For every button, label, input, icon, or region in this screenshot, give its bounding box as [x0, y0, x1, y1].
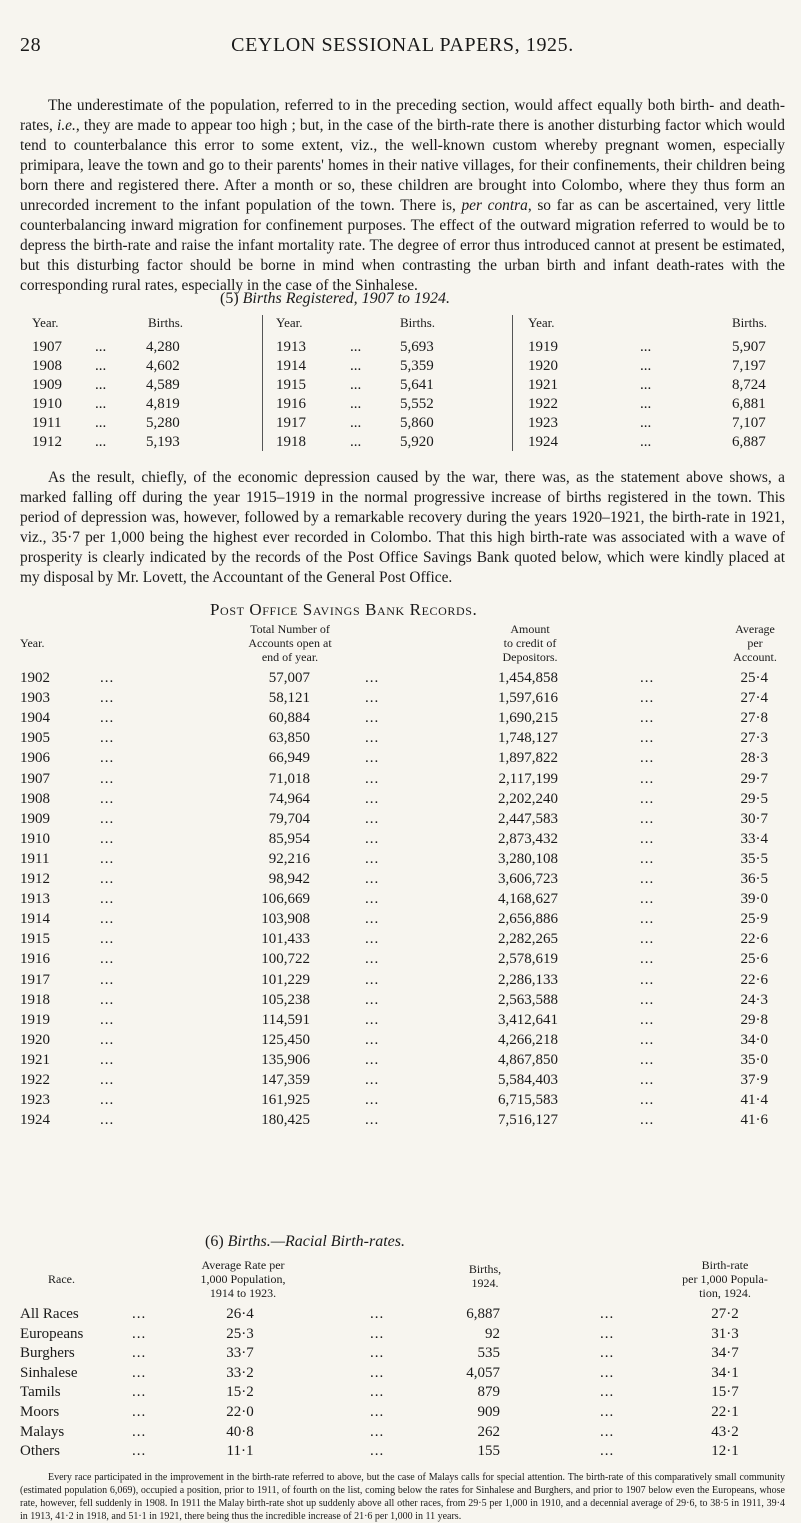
leader-dots: ... [365, 1092, 380, 1109]
leader-dots: ... [365, 891, 380, 908]
accounts-cell: 161,925 [261, 1092, 310, 1109]
leader-dots: ... [640, 971, 655, 988]
leader-dots: ... [365, 1011, 380, 1028]
average-cell: 27·4 [740, 690, 768, 707]
year-cell: 1917 [20, 971, 50, 988]
avg-cell: 33·2 [226, 1364, 254, 1381]
race-cell: All Races [20, 1306, 79, 1322]
savings-row [20, 831, 790, 851]
savings-row [20, 1052, 790, 1072]
leader-dots: ... [640, 951, 655, 968]
col-births-header: Births. [732, 315, 768, 330]
accounts-cell: 57,007 [268, 670, 310, 686]
rate-cell: 31·3 [711, 1325, 739, 1342]
avg-cell: 33·7 [226, 1345, 254, 1362]
savings-row [20, 690, 790, 710]
year-cell: 1914 [20, 911, 50, 928]
leader-dots: ... [100, 991, 115, 1008]
paragraph-malays: Every race participated in the improvement in the birth-rate referred to above, but the case of Malays calls for special attention. The birth-rate of this comparatively small community (estimated population 6,069), occupied a position, prior to 1911, of fourth on the list, coming below the rates for Sinhalese and Burghers, and prior to 1907 below even the Europeans, whose rate, however, fell suddenly in 1908. In 1911 the Malay birth-rate shot up suddenly above all other races, from 29·5 per 1,000 in 1910, and a decennial average of 29·6, to 38·5 in 1911, 39·4 in 1913, 41·2 in 1918, and 51·1 in 1921, there being thus the incredible increase of 21·6 per 1,000 in 11 years. [20, 1471, 785, 1522]
racial-row [20, 1424, 790, 1444]
amount-cell: 1,454,858 [498, 670, 558, 686]
race-cell: Burghers [20, 1345, 75, 1362]
amount-cell: 2,656,886 [498, 911, 558, 928]
leader-dots: ... [100, 1112, 115, 1129]
year-cell: 1919 [20, 1011, 50, 1028]
racial-heading: (6) Births.—Racial Birth-rates. [205, 1233, 405, 1250]
savings-row [20, 891, 790, 911]
accounts-cell: 79,704 [268, 810, 310, 827]
leader-dots: ... [365, 1051, 380, 1068]
leader-dots: ... [600, 1364, 615, 1381]
leader-dots: ... [365, 1072, 380, 1088]
leader-dots: ... [640, 830, 655, 847]
year-cell: 1907 [20, 770, 50, 787]
savings-row [20, 730, 790, 750]
race-cell: Europeans [20, 1325, 84, 1342]
accounts-cell: 147,359 [261, 1072, 310, 1088]
col-average-header: Average per Account. [733, 622, 777, 664]
average-cell: 41·4 [740, 1092, 768, 1109]
col-year-header: Year. [32, 315, 59, 330]
racial-row [20, 1443, 790, 1463]
leader-dots: ... [600, 1423, 615, 1440]
column-divider [262, 315, 263, 451]
amount-cell: 3,606,723 [498, 871, 558, 887]
births-column-1: Year. Births. 1907 ... 4,280 1908 ... 4,602 1909 ... 4,589 1910 ... 4,819 1911 ... 5,280 1912 ... 5,193 [32, 315, 184, 450]
average-cell: 25·6 [740, 951, 768, 968]
average-cell: 34·0 [740, 1031, 768, 1048]
savings-row [20, 791, 790, 811]
leader-dots: ... [100, 1072, 115, 1088]
accounts-cell: 92,216 [268, 850, 310, 867]
amount-cell: 2,873,432 [498, 830, 558, 847]
savings-row [20, 972, 790, 992]
avg-cell: 15·2 [226, 1384, 254, 1401]
births-column-2: Year. Births. 1913 ... 5,693 1914 ... 5,359 1915 ... 5,641 1916 ... 5,552 1917 ... 5,860 1918 ... 5,920 [276, 315, 436, 450]
average-cell: 30·7 [740, 810, 768, 827]
racial-row [20, 1384, 790, 1404]
leader-dots: ... [365, 971, 380, 988]
leader-dots: ... [640, 911, 655, 928]
year-cell: 1924 [20, 1112, 50, 1129]
amount-cell: 2,578,619 [498, 951, 558, 968]
avg-cell: 11·1 [226, 1443, 254, 1460]
leader-dots: ... [132, 1443, 147, 1460]
year-cell: 1921 [20, 1051, 50, 1068]
leader-dots: ... [640, 690, 655, 707]
births-cell: 535 [477, 1345, 500, 1362]
race-cell: Tamils [20, 1384, 61, 1401]
paragraph-depression: As the result, chiefly, of the economic depression caused by the war, there was, as the statement above shows, a marked falling off during the year 1915–1919 in the normal progressive increase of births registered in the town. This period of depression was, however, followed by a remarkable recovery during the years 1920–1921, the birth-rate in 1921, viz., 35·7 per 1,000 being the highest ever recorded in Colombo. That this high birth-rate was associated with a wave of prosperity is clearly indicated by the records of the Post Office Savings Bank quoted below, which were kindly placed at my disposal by Mr. Lovett, the Accountant of the General Post Office. [20, 469, 785, 586]
avg-cell: 40·8 [226, 1423, 254, 1440]
year-cell: 1923 [20, 1092, 50, 1109]
savings-row [20, 1092, 790, 1112]
average-cell: 37·9 [740, 1072, 768, 1088]
amount-cell: 4,266,218 [498, 1031, 558, 1048]
leader-dots: ... [640, 770, 655, 787]
leader-dots: ... [600, 1443, 615, 1460]
leader-dots: ... [100, 810, 115, 827]
race-cell: Moors [20, 1404, 60, 1420]
leader-dots: ... [370, 1443, 385, 1460]
leader-dots: ... [640, 670, 655, 686]
avg-cell: 26·4 [226, 1306, 254, 1322]
leader-dots: ... [100, 951, 115, 968]
leader-dots: ... [132, 1423, 147, 1440]
avg-cell: 25·3 [226, 1325, 254, 1342]
leader-dots: ... [100, 971, 115, 988]
leader-dots: ... [132, 1404, 147, 1420]
average-cell: 27·8 [740, 710, 768, 727]
accounts-cell: 63,850 [268, 730, 310, 747]
accounts-cell: 103,908 [261, 911, 310, 928]
year-cell: 1918 [20, 991, 50, 1008]
col-births-header: Births. [148, 315, 184, 330]
average-cell: 35·0 [740, 1051, 768, 1068]
average-cell: 25·4 [740, 670, 768, 686]
race-cell: Sinhalese [20, 1364, 78, 1381]
racial-row [20, 1404, 790, 1424]
leader-dots: ... [640, 1072, 655, 1088]
col-accounts-header: Total Number of Accounts open at end of year. [248, 622, 332, 664]
births-cell: 92 [485, 1325, 500, 1342]
accounts-cell: 135,906 [261, 1051, 310, 1068]
col-births-header: Births. [400, 315, 436, 330]
year-cell: 1909 [20, 810, 50, 827]
amount-cell: 6,715,583 [498, 1092, 558, 1109]
rate-cell: 12·1 [711, 1443, 739, 1460]
col-race-header: Race. [48, 1272, 75, 1286]
accounts-cell: 66,949 [268, 750, 310, 767]
page-header [20, 34, 785, 62]
savings-row [20, 771, 790, 791]
amount-cell: 2,563,588 [498, 991, 558, 1008]
amount-cell: 4,168,627 [498, 891, 558, 908]
leader-dots: ... [100, 1092, 115, 1109]
amount-cell: 1,597,616 [498, 690, 558, 707]
savings-row [20, 871, 790, 891]
average-cell: 29·7 [740, 770, 768, 787]
leader-dots: ... [100, 710, 115, 727]
accounts-cell: 101,433 [261, 931, 310, 948]
year-cell: 1913 [20, 891, 50, 908]
amount-cell: 1,690,215 [498, 710, 558, 727]
leader-dots: ... [370, 1404, 385, 1420]
amount-cell: 4,867,850 [498, 1051, 558, 1068]
leader-dots: ... [365, 790, 380, 807]
leader-dots: ... [640, 710, 655, 727]
leader-dots: ... [365, 730, 380, 747]
births-cell: 155 [477, 1443, 500, 1460]
leader-dots: ... [640, 1031, 655, 1048]
amount-cell: 7,516,127 [498, 1112, 558, 1129]
leader-dots: ... [100, 871, 115, 887]
leader-dots: ... [365, 690, 380, 707]
leader-dots: ... [640, 1112, 655, 1129]
leader-dots: ... [365, 810, 380, 827]
amount-cell: 2,282,265 [498, 931, 558, 948]
leader-dots: ... [100, 830, 115, 847]
leader-dots: ... [100, 850, 115, 867]
average-cell: 33·4 [740, 830, 768, 847]
leader-dots: ... [100, 1051, 115, 1068]
col-births-header: Births, 1924. [468, 1262, 502, 1290]
savings-row [20, 750, 790, 770]
leader-dots: ... [370, 1384, 385, 1401]
leader-dots: ... [370, 1423, 385, 1440]
rate-cell: 43·2 [711, 1423, 739, 1440]
leader-dots: ... [100, 911, 115, 928]
births-cell: 909 [477, 1404, 500, 1420]
col-avg-header: Average Rate per 1,000 Population, 1914 to 1923. [200, 1258, 286, 1300]
amount-cell: 3,412,641 [498, 1011, 558, 1028]
leader-dots: ... [640, 1011, 655, 1028]
col-rate-header: Birth-rate per 1,000 Popula- tion, 1924. [682, 1258, 768, 1300]
leader-dots: ... [370, 1306, 385, 1322]
leader-dots: ... [640, 1092, 655, 1109]
race-cell: Others [20, 1443, 60, 1460]
col-year-header: Year. [528, 315, 555, 330]
amount-cell: 1,748,127 [498, 730, 558, 747]
amount-cell: 2,286,133 [498, 971, 558, 988]
rate-cell: 27·2 [711, 1306, 739, 1322]
year-cell: 1922 [20, 1072, 50, 1088]
leader-dots: ... [600, 1384, 615, 1401]
savings-row [20, 992, 790, 1012]
births-heading: (5) Births Registered, 1907 to 1924. [220, 290, 451, 307]
leader-dots: ... [365, 770, 380, 787]
leader-dots: ... [100, 931, 115, 948]
leader-dots: ... [640, 871, 655, 887]
leader-dots: ... [132, 1325, 147, 1342]
amount-cell: 2,117,199 [498, 770, 558, 787]
page-title: CEYLON SESSIONAL PAPERS, 1925. [231, 34, 574, 56]
leader-dots: ... [100, 730, 115, 747]
leader-dots: ... [640, 850, 655, 867]
leader-dots: ... [100, 770, 115, 787]
col-year-header: Year. [276, 315, 303, 330]
leader-dots: ... [365, 1031, 380, 1048]
average-cell: 22·6 [740, 931, 768, 948]
births-table [20, 315, 790, 455]
leader-dots: ... [640, 810, 655, 827]
average-cell: 39·0 [740, 891, 768, 908]
leader-dots: ... [365, 951, 380, 968]
leader-dots: ... [365, 911, 380, 928]
leader-dots: ... [365, 750, 380, 767]
savings-row [20, 670, 790, 690]
accounts-cell: 180,425 [261, 1112, 310, 1129]
race-cell: Malays [20, 1423, 65, 1440]
average-cell: 27·3 [740, 730, 768, 747]
year-cell: 1916 [20, 951, 50, 968]
paragraph-underestimate: The underestimate of the population, referred to in the preceding section, would affect equally both birth- and death-rates, i.e., they are made to appear too high ; but, in the case of the birth-rate there is another disturbing factor which would tend to counterbalance this error to some extent, viz., the well-known custom whereby pregnant women, especially primipara, leave the town and go to their parents' homes in their native villages, for their confinements, their children being born there and registered there. After a month or so, these children are brought into Colombo, where they thus form an unrecorded increment to the infant population of the town. There is, per contra, so far as can be ascertained, very little counterbalancing inward migration for confinement purposes. The effect of the outward migration referred to would be to depress the birth-rate and raise the infant mortality rate. The degree of error thus introduced cannot at present be estimated, but this disturbing factor should be borne in mind when contrasting the urban birth and infant death-rates with the corresponding rural rates, especially in the case of the Sinhalese. [20, 97, 785, 294]
leader-dots: ... [365, 991, 380, 1008]
amount-cell: 5,584,403 [498, 1072, 558, 1088]
accounts-cell: 85,954 [268, 830, 310, 847]
racial-row [20, 1365, 790, 1385]
savings-row [20, 931, 790, 951]
leader-dots: ... [132, 1384, 147, 1401]
accounts-cell: 74,964 [268, 790, 310, 807]
year-cell: 1908 [20, 790, 50, 807]
col-amount-header: Amount to credit of Depositors. [502, 622, 558, 664]
savings-table [20, 622, 790, 1222]
leader-dots: ... [640, 730, 655, 747]
leader-dots: ... [370, 1364, 385, 1381]
year-cell: 1912 [20, 871, 50, 887]
average-cell: 36·5 [740, 871, 768, 887]
savings-row [20, 811, 790, 831]
accounts-cell: 60,884 [268, 710, 310, 727]
accounts-cell: 58,121 [268, 690, 310, 707]
savings-row [20, 851, 790, 871]
savings-row [20, 710, 790, 730]
leader-dots: ... [640, 750, 655, 767]
accounts-cell: 71,018 [268, 770, 310, 787]
leader-dots: ... [132, 1345, 147, 1362]
accounts-cell: 98,942 [268, 871, 310, 887]
amount-cell: 3,280,108 [498, 850, 558, 867]
leader-dots: ... [600, 1345, 615, 1362]
savings-row [20, 1012, 790, 1032]
rate-cell: 34·1 [711, 1364, 739, 1381]
savings-heading: Post Office Savings Bank Records. [210, 600, 478, 619]
accounts-cell: 105,238 [261, 991, 310, 1008]
rate-cell: 34·7 [711, 1345, 739, 1362]
rate-cell: 15·7 [711, 1384, 739, 1401]
leader-dots: ... [365, 871, 380, 887]
year-cell: 1910 [20, 830, 50, 847]
average-cell: 35·5 [740, 850, 768, 867]
leader-dots: ... [370, 1325, 385, 1342]
leader-dots: ... [600, 1306, 615, 1322]
avg-cell: 22·0 [226, 1404, 254, 1420]
leader-dots: ... [640, 891, 655, 908]
births-cell: 4,057 [466, 1364, 500, 1381]
leader-dots: ... [365, 710, 380, 727]
leader-dots: ... [100, 750, 115, 767]
col-year-header: Year. [20, 636, 45, 650]
accounts-cell: 114,591 [261, 1011, 310, 1028]
accounts-cell: 106,669 [261, 891, 310, 908]
savings-row [20, 1112, 790, 1132]
accounts-cell: 125,450 [261, 1031, 310, 1048]
leader-dots: ... [640, 991, 655, 1008]
racial-row [20, 1345, 790, 1365]
amount-cell: 2,202,240 [498, 790, 558, 807]
leader-dots: ... [100, 670, 115, 686]
savings-row [20, 1032, 790, 1052]
leader-dots: ... [600, 1325, 615, 1342]
leader-dots: ... [365, 670, 380, 686]
racial-row [20, 1306, 790, 1326]
year-cell: 1902 [20, 670, 50, 686]
accounts-cell: 101,229 [261, 971, 310, 988]
column-divider [512, 315, 513, 451]
births-cell: 879 [477, 1384, 500, 1401]
year-cell: 1915 [20, 931, 50, 948]
average-cell: 29·8 [740, 1011, 768, 1028]
average-cell: 29·5 [740, 790, 768, 807]
racial-row [20, 1326, 790, 1346]
leader-dots: ... [365, 1112, 380, 1129]
savings-row [20, 911, 790, 931]
average-cell: 28·3 [740, 750, 768, 767]
year-cell: 1911 [20, 850, 50, 867]
births-cell: 6,887 [466, 1306, 500, 1322]
amount-cell: 1,897,822 [498, 750, 558, 767]
leader-dots: ... [640, 931, 655, 948]
average-cell: 22·6 [740, 971, 768, 988]
savings-row [20, 1072, 790, 1092]
average-cell: 24·3 [740, 991, 768, 1008]
leader-dots: ... [370, 1345, 385, 1362]
leader-dots: ... [132, 1306, 147, 1322]
births-column-3: Year. Births. 1919 ... 5,907 1920 ... 7,197 1921 ... 8,724 1922 ... 6,881 1923 ... 7,107 1924 ... 6,887 [528, 315, 768, 450]
year-cell: 1905 [20, 730, 50, 747]
leader-dots: ... [100, 690, 115, 707]
leader-dots: ... [365, 830, 380, 847]
rate-cell: 22·1 [711, 1404, 739, 1420]
year-cell: 1904 [20, 710, 50, 727]
average-cell: 41·6 [740, 1112, 768, 1129]
year-cell: 1903 [20, 690, 50, 707]
year-cell: 1906 [20, 750, 50, 767]
leader-dots: ... [640, 1051, 655, 1068]
leader-dots: ... [132, 1364, 147, 1381]
average-cell: 25·9 [740, 911, 768, 928]
leader-dots: ... [100, 1031, 115, 1048]
accounts-cell: 100,722 [261, 951, 310, 968]
leader-dots: ... [100, 1011, 115, 1028]
leader-dots: ... [600, 1404, 615, 1420]
year-cell: 1920 [20, 1031, 50, 1048]
leader-dots: ... [640, 790, 655, 807]
leader-dots: ... [100, 790, 115, 807]
page-number: 28 [20, 34, 42, 56]
births-cell: 262 [477, 1423, 500, 1440]
racial-table [20, 1258, 790, 1460]
leader-dots: ... [365, 931, 380, 948]
leader-dots: ... [365, 850, 380, 867]
amount-cell: 2,447,583 [498, 810, 558, 827]
savings-row [20, 951, 790, 971]
leader-dots: ... [100, 891, 115, 908]
